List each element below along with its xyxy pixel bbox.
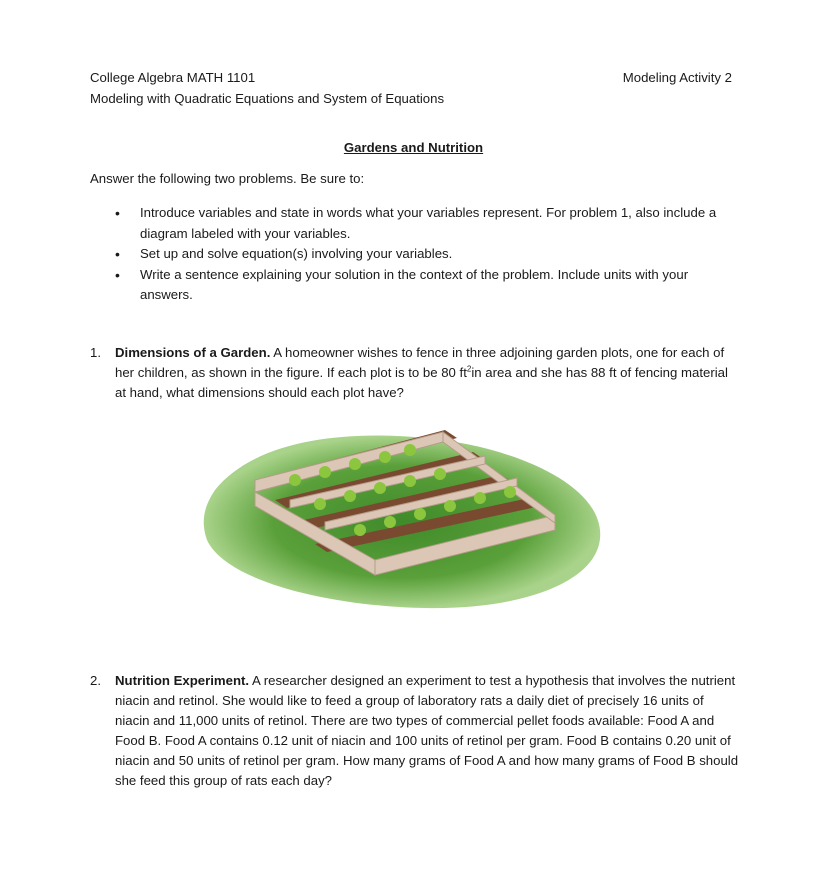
squared-superscript: 2	[466, 364, 472, 374]
page-title: Gardens and Nutrition	[343, 140, 484, 155]
problem-1-number: 1.	[90, 345, 101, 360]
instruction-list	[115, 203, 740, 306]
header-left	[90, 67, 444, 109]
problem-2-number: 2.	[90, 673, 101, 688]
instruction-item: • Set up and solve equation(s) involving your variables.	[115, 244, 740, 265]
garden-plots-illustration	[195, 420, 615, 615]
problem-1	[90, 343, 740, 403]
problem-2-text: A researcher designed an experiment to test a hypothesis that involves the nutrient niacin and retinol. She would like to feed a group of laboratory rats a daily diet of precisely 16 units of niacin and 11,000 units of retinol. There are two types of commercial pellet foods available: Food A and Food B. Food A contains 0.12 unit of niacin and 100 units of retinol per gram. Food B contains 0.20 unit of niacin and 50 units of retinol per gram. How many grams of Food A and how many grams of Food B should she feed this group of rats each day?	[115, 673, 739, 788]
problem-1-text-a: A homeowner wishes to fence in three adjoining garden plots, one for each of her children, as shown in the figure. If each plot is to be 80 ft	[115, 345, 725, 380]
instruction-item: • Write a sentence explaining your solution in the context of the problem. Include units with your answers.	[115, 265, 740, 306]
instructions-intro: Answer the following two problems. Be sure to:	[90, 171, 365, 186]
activity-label: Modeling Activity 2	[622, 70, 732, 85]
problem-1-body	[115, 343, 740, 403]
course-title: College Algebra MATH 1101	[90, 70, 256, 85]
problem-1-text-b: in area and she has 88 ft of fencing material at hand, what dimensions should each plot have?	[115, 365, 728, 400]
problem-2	[90, 671, 740, 791]
instruction-item: • Introduce variables and state in words what your variables represent. For problem 1, also include a diagram labeled with your variables.	[115, 203, 740, 244]
course-subtitle: Modeling with Quadratic Equations and System of Equations	[90, 91, 445, 106]
problem-2-heading: Nutrition Experiment.	[115, 673, 250, 688]
problem-1-heading: Dimensions of a Garden.	[115, 345, 271, 360]
problem-2-body	[115, 671, 740, 791]
